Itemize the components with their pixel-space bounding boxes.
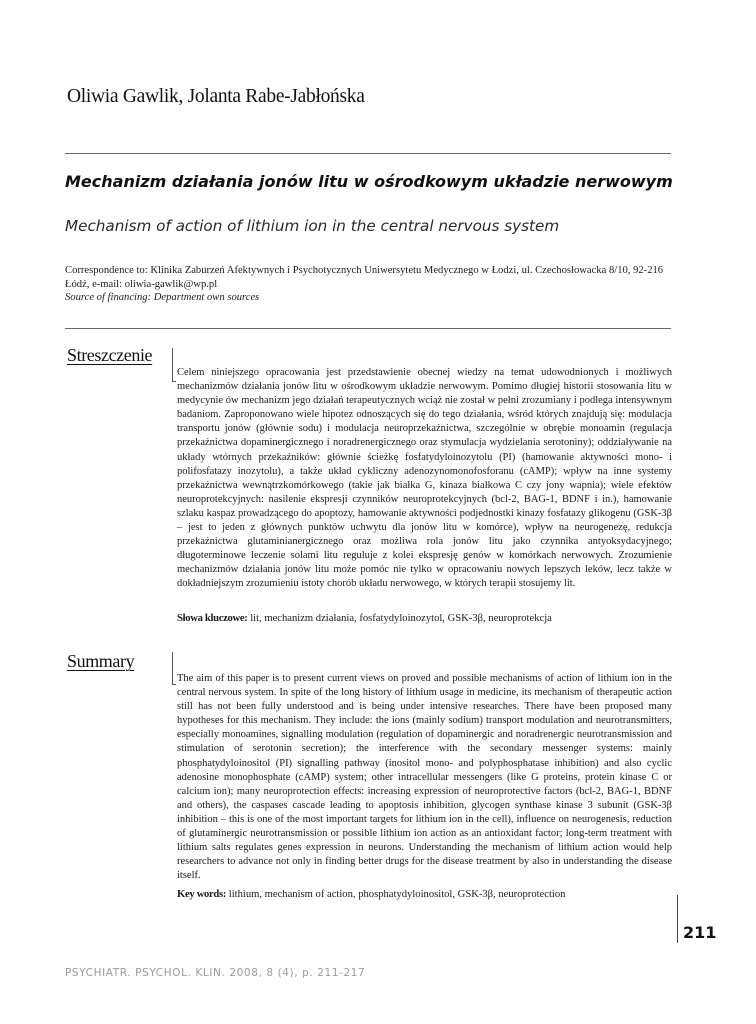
- author-names: Oliwia Gawlik, Jolanta Rabe-Jabłońska: [67, 86, 365, 107]
- streszczenie-bracket: [172, 348, 173, 382]
- article-title-english: Mechanism of action of lithium ion in the central nervous system: [65, 217, 560, 235]
- summary-heading: Summary: [67, 651, 135, 671]
- streszczenie-heading: Streszczenie: [67, 345, 153, 365]
- streszczenie-text: Celem niniejszego opracowania jest przedstawienie obecnej wiedzy na temat udowodnionych i możliwych mechanizmów działania jonów litu w ośrodkowym układzie nerwowym. Pomimo długiej historii stosowania litu w medycynie ów mechanizm jego działań terapeutycznych wciąż nie został w pełni zrozumiany i podlega intensywnym badaniom. Zaproponowano wiele hipotez odnoszących się do tego działania, wśród których znajdują się: modulacja transportu jonów (głównie sodu) i modulacja neuroprzekaźnictwa, szczególnie w obrębie monoamin (regulacja przekaźnictwa dopaminergicznego i noradrenergicznego oraz stymulacja wydzielania serotoniny); oddziaływanie na układy wtórnych przekaźników: głównie ścieżkę fosfatydyloinozytolu (PI) (hamowanie aktywności mono- i polifosfatazy inozytolu), a także układ cykliczny adenozynomonofosforanu (cAMP); wpływ na inne systemy przekaźnictwa wewnątrzkomórkowego (takie jak białka G, kinaza białkowa C czy jony wapnia); wiele efektów neuroprotekcyjnych: nasilenie ekspresji czynników neuroprotekcyjnych (bcl-2, BAG-1, BDNF i in.), hamowanie szlaku kaspaz prowadzącego do apoptozy, hamowanie aktywności podjednostki kinazy fosfatazy glikogenu (GSK-3β – jest to jeden z głównych punktów uchwytu dla jonów litu w komórce), wpływ na neurogenezę, redukcja przekaźnictwa glutaminianergicznego oraz możliwa rola jonów litu jako czynnika antyoksydacyjnego; długoterminowe leczenie solami litu reguluje z kolei ekspresję genów w komórkach nerwowych. Zrozumienie mechanizmów działania jonów litu może pomóc nie tylko w opracowaniu nowych lepszych leków, lecz także w dokładniejszym zrozumieniu istoty chorób układu nerwowego, w których terapii stosujemy lit.: [177, 367, 672, 590]
- page-number: 211: [683, 923, 717, 942]
- financing-source: Source of financing: Department own sources: [65, 292, 260, 303]
- summary-bracket: [172, 652, 173, 685]
- correspondence-address: Correspondence to: Klinika Zaburzeń Afektywnych i Psychotycznych Uniwersytetu Medycznego w Łodzi, ul. Czechosłowacka 8/10, 92-216 Łódź, e-mail: oliwia-gawlik@wp.pl: [65, 265, 664, 290]
- streszczenie-keywords: [177, 613, 672, 624]
- keywords-label-pl: Słowa kluczowe:: [177, 613, 248, 624]
- summary-keywords: [177, 889, 672, 900]
- correspondence-block: [65, 264, 685, 305]
- section-divider: [65, 328, 671, 329]
- article-title-polish: Mechanizm działania jonów litu w ośrodkowym układzie nerwowym: [65, 172, 673, 191]
- keywords-label-en: Key words:: [177, 889, 227, 900]
- summary-bracket-hook: [172, 684, 176, 685]
- keywords-list-pl: lit, mechanizm działania, fosfatydyloinozytol, GSK-3β, neuroprotekcja: [250, 613, 552, 624]
- keywords-list-en: lithium, mechanism of action, phosphatydyloinositol, GSK-3β, neuroprotection: [228, 889, 566, 900]
- streszczenie-bracket-hook: [172, 381, 176, 382]
- journal-citation-footer: PSYCHIATR. PSYCHOL. KLIN. 2008, 8 (4), p. 211-217: [65, 967, 366, 979]
- top-divider: [65, 153, 671, 154]
- summary-text: The aim of this paper is to present current views on proved and possible mechanisms of action of lithium ion in the central nervous system. In spite of the long history of lithium usage in medicine, its mechanism of therapeutic action still has not been fully understood and is being under intensive researches. There have been proposed many hypotheses for this mechanism. They include: the ions (mainly sodium) transport modulation and neurotransmitters, especially monoamines, signalling modulation (regulation of dopaminergic and noradrenergic neurotransmission and stimulation of serotonin secretion); the interference with the secondary messenger systems: mainly phosphatydyloinositol (PI) signalling pathway (inositol mono- and polyphosphatase inhibition) and also cyclic adenosine monophosphate (cAMP) system; other intracellular messengers (like G proteins, protein kinase C or calcium ion); many neuroprotection effects: increasing expression of neuroprotective factors (bcl-2, BAG-1, BDNF and others), the caspases cascade leading to apoptosis inhibition, glycogen synthase kinase 3 subunit (GSK-3β inhibition – this is one of the most important targets for lithium ion in the cell), influence on neurogenesis, reduction of glutaminergic neurotransmission or possible lithium ion action as an antioxidant factor; long-term treatment with lithium salts regulates genes expression in neurons. Understanding the mechanism of lithium action would help researchers to advance not only in finding better drugs for the disease treatment by also in understanding the disease itself.: [177, 673, 672, 882]
- page-number-bar: [677, 895, 678, 943]
